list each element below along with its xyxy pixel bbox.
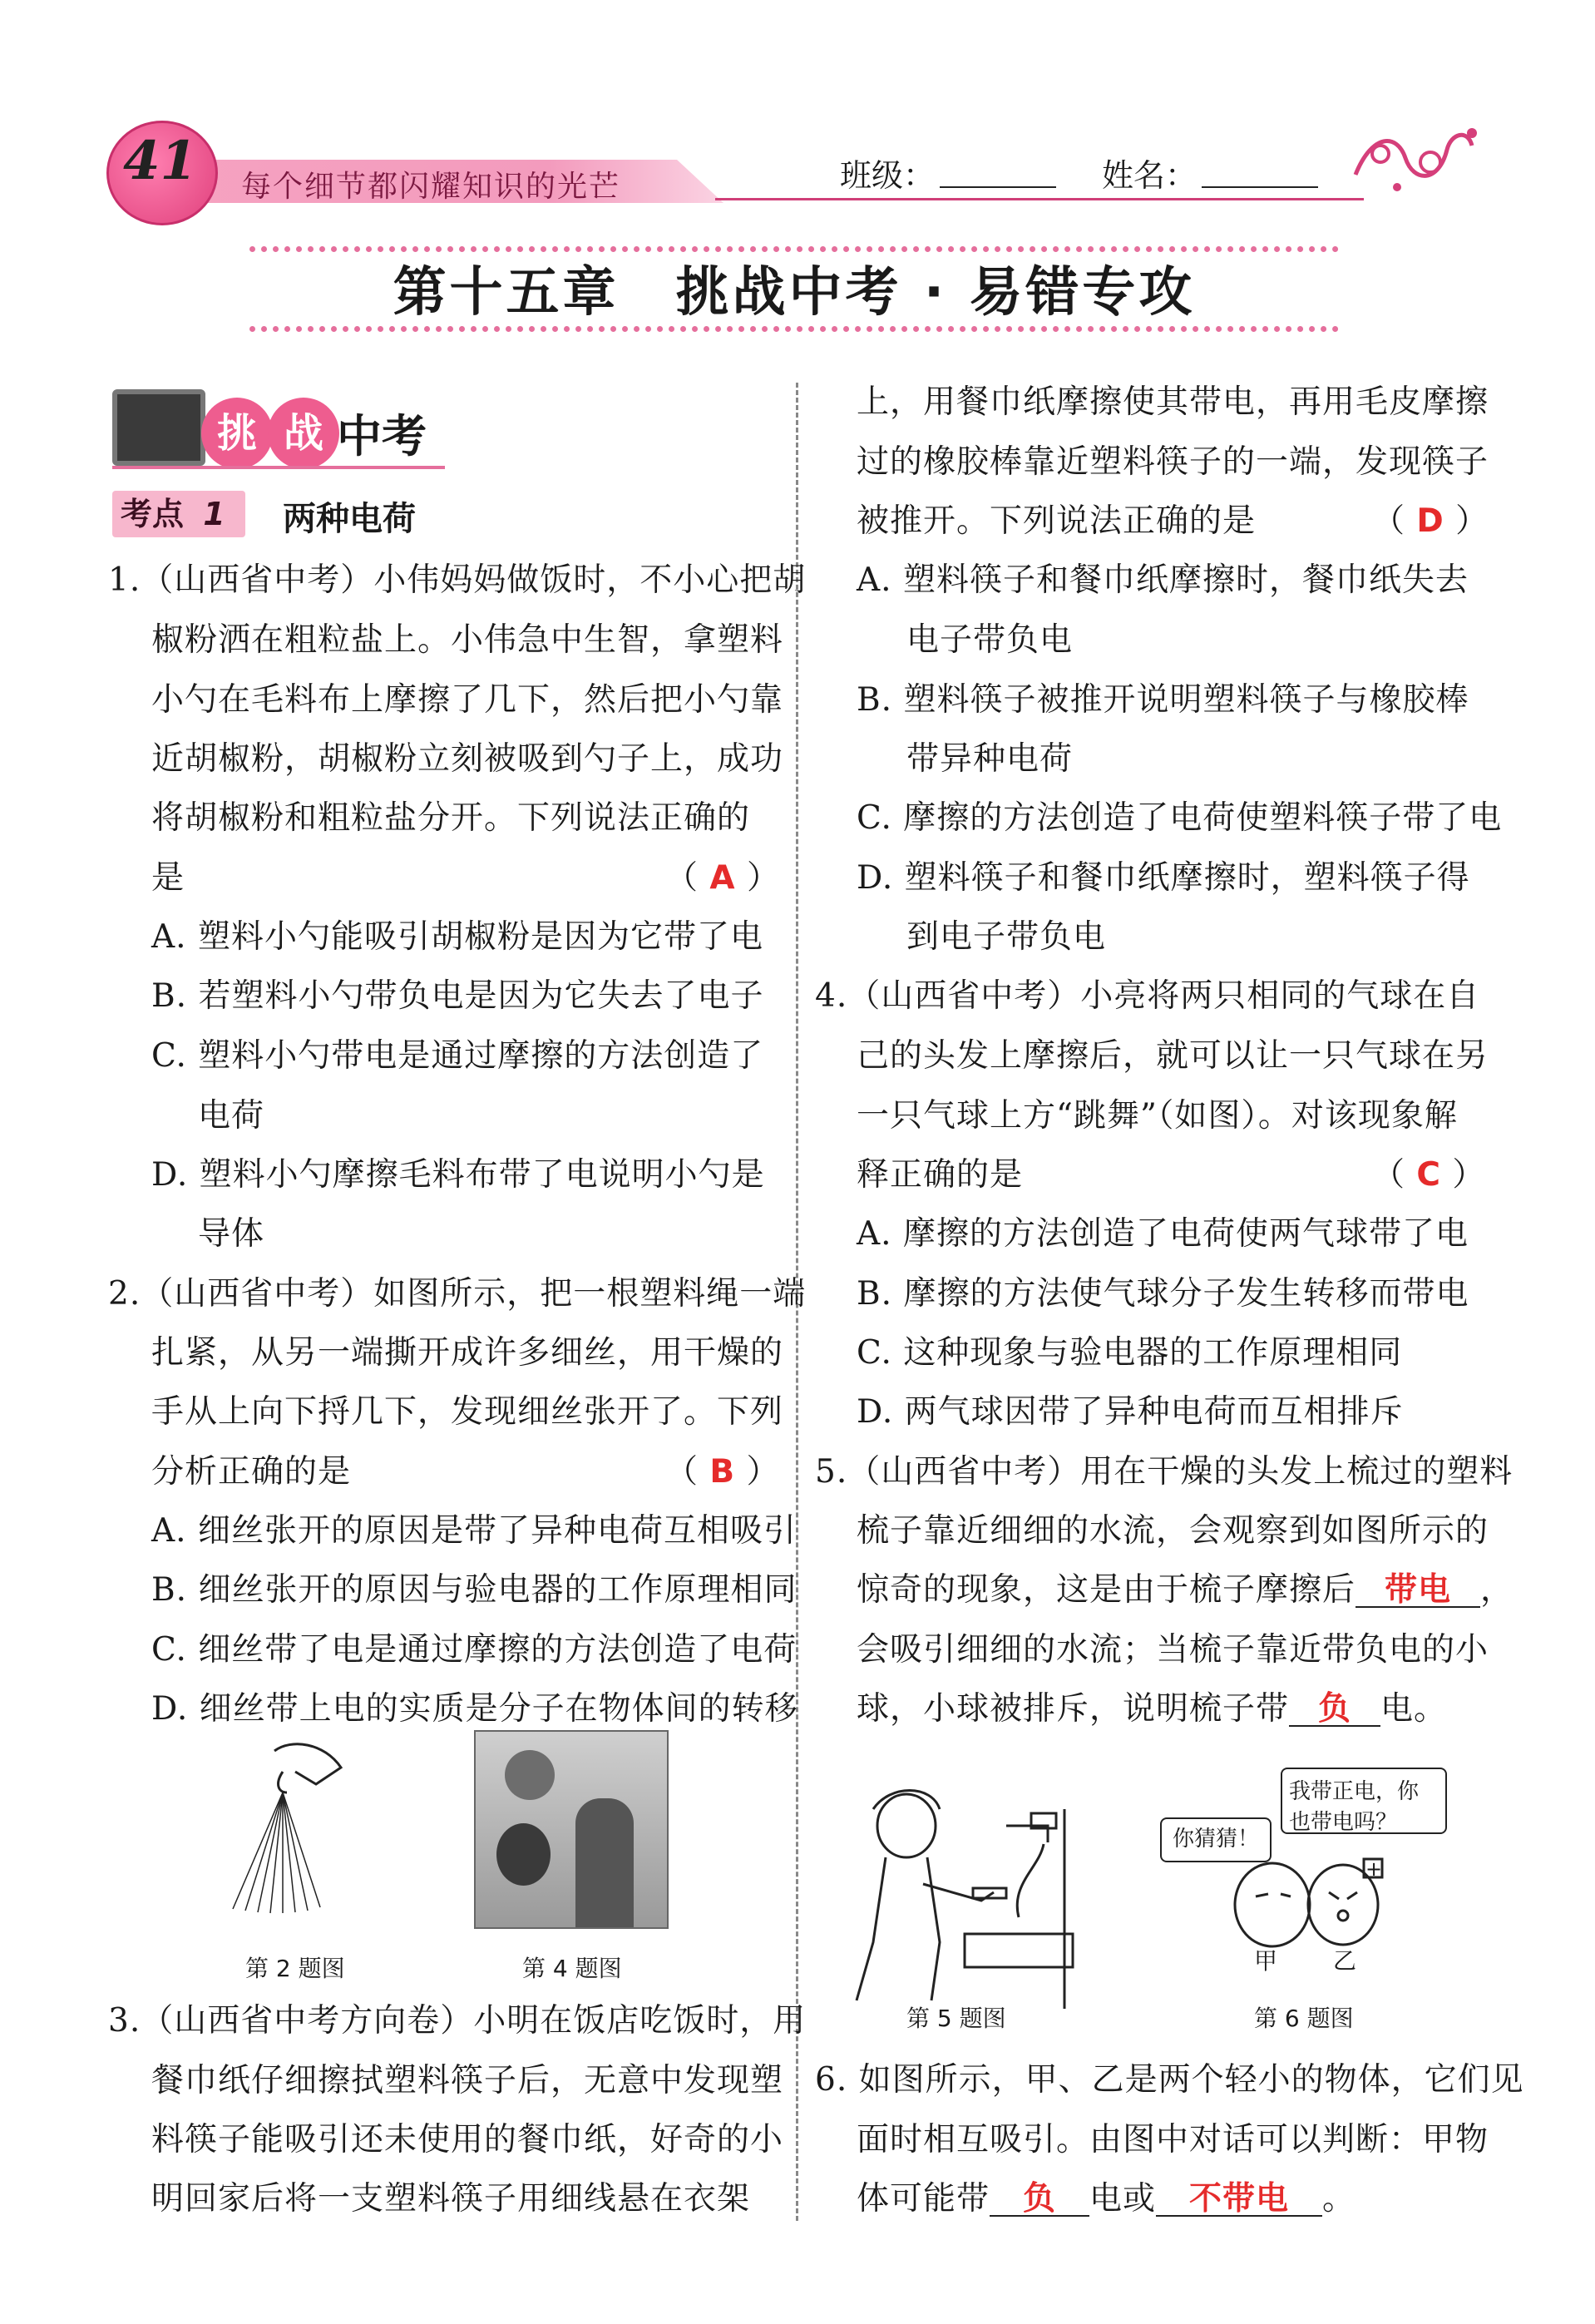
bubble-right-line-1: 我带正电，你 (1289, 1779, 1420, 1804)
figure-6-caption: 第 6 题图 (1254, 2005, 1354, 2032)
answer-q4: （ C ） (1372, 1156, 1486, 1194)
answer-q4-letter: C (1416, 1156, 1442, 1194)
answer-q3-letter: D (1416, 502, 1444, 540)
left-line: 将胡椒粉和粗粒盐分开。下列说法正确的 (151, 799, 751, 837)
option: B. 塑料筷子被推开说明塑料筷子与橡胶棒 (857, 681, 1469, 719)
q6-text: 。 (1322, 2180, 1356, 2218)
left-line: 椒粉洒在粗粒盐上。小伟急中生智，拿塑料 (151, 621, 784, 659)
speech-bubble-right (1281, 1768, 1447, 1834)
page-number: 41 (123, 130, 198, 192)
flourish-ornament-icon (1347, 116, 1480, 200)
right-line: 过的橡胶棒靠近塑料筷子的一端，发现筷子 (857, 443, 1489, 481)
q6-text: 体可能带 (857, 2180, 990, 2218)
plus-sign: + (1365, 1857, 1383, 1881)
chapter-title: 第十五章 挑战中考 · 易错专攻 (393, 262, 1196, 324)
q6-blank-1[interactable]: 负 (990, 2183, 1089, 2217)
right-line: 梳子靠近细细的水流，会观察到如图所示的 (857, 1512, 1489, 1550)
kaodian-text: 考点 (121, 496, 185, 532)
kaodian-title: 两种电荷 (283, 500, 416, 538)
q6-line-3 (857, 2180, 1356, 2218)
header-slogan: 每个细节都闪耀知识的光芒 (241, 170, 621, 204)
right-line: 一只气球上方“跳舞”（如图）。对该现象解 (857, 1097, 1458, 1135)
option: A. 塑料筷子和餐巾纸摩擦时，餐巾纸失去 (857, 561, 1469, 599)
option: B. 摩擦的方法使气球分子发生转移而带电 (857, 1275, 1469, 1313)
answer-q3: （ D ） (1372, 502, 1489, 540)
header-rule (715, 198, 1364, 200)
blackboard-icon (112, 389, 205, 466)
class-label: 班级： (840, 157, 936, 194)
left-line: 餐巾纸仔细擦拭塑料筷子后，无意中发现塑 (151, 2062, 784, 2099)
figure-4-caption: 第 4 题图 (522, 1955, 622, 1982)
left-line: 料筷子能吸引还未使用的餐巾纸，好奇的小 (151, 2121, 784, 2158)
left-line: 2.（山西省中考）如图所示，把一根塑料绳一端 (108, 1275, 807, 1313)
section-badge-1: 挑 (201, 398, 273, 469)
right-line: 被推开。下列说法正确的是 (857, 502, 1257, 540)
q6-text: 电或 (1089, 2180, 1157, 2218)
left-line: 是 (151, 859, 185, 897)
figure-5-caption: 第 5 题图 (906, 2005, 1006, 2032)
option: C. 摩擦的方法创造了电荷使塑料筷子带了电 (857, 799, 1503, 837)
q5-text: 球，小球被排斥，说明梳子带 (857, 1690, 1290, 1728)
q5-line-5 (857, 1690, 1448, 1728)
figure-2-strings (216, 1734, 366, 1917)
figure-5-comb-water (840, 1776, 1089, 2009)
left-line: 小勺在毛料布上摩擦了几下，然后把小勺靠 (151, 681, 784, 719)
q5-blank-1[interactable]: 带电 (1356, 1574, 1480, 1608)
option-cont: 带异种电荷 (906, 740, 1074, 778)
option: D. 两气球因带了异种电荷而互相排斥 (857, 1393, 1404, 1431)
q5-line-4: 会吸引细细的水流；当梳子靠近带负电的小 (857, 1631, 1489, 1669)
person (575, 1798, 634, 1927)
left-line: 扎紧，从另一端撕开成许多细丝，用干燥的 (151, 1334, 784, 1372)
class-field[interactable] (940, 186, 1056, 188)
right-line: 5.（山西省中考）用在干燥的头发上梳过的塑料 (815, 1453, 1514, 1491)
option: B. 细丝张开的原因与验电器的工作原理相同 (151, 1571, 798, 1609)
speech-bubble-left: 你猜猜！ (1160, 1817, 1272, 1862)
figure-2-caption: 第 2 题图 (245, 1955, 345, 1982)
left-line: 近胡椒粉，胡椒粉立刻被吸到勺子上，成功 (151, 740, 784, 778)
kaodian-number: 1 (203, 496, 225, 532)
option: D. 细丝带上电的实质是分子在物体间的转移 (151, 1690, 798, 1728)
option: C. 细丝带了电是通过摩擦的方法创造了电荷 (151, 1631, 798, 1669)
option: B. 若塑料小勺带负电是因为它失去了电子 (151, 977, 764, 1015)
title-border-bottom (249, 326, 1339, 332)
option: A. 摩擦的方法创造了电荷使两气球带了电 (857, 1215, 1469, 1253)
q5-text: 惊奇的现象，这是由于梳子摩擦后 (857, 1571, 1356, 1609)
section-title: 中考 (337, 410, 427, 462)
right-line: 己的头发上摩擦后，就可以让一只气球在另 (857, 1037, 1489, 1075)
section-underline (112, 466, 445, 469)
bubble-right-line-2: 也带电吗？ (1289, 1810, 1398, 1835)
q5-blank-2[interactable]: 负 (1289, 1693, 1380, 1727)
left-line: 明回家后将一支塑料筷子用细线悬在衣架 (151, 2180, 751, 2218)
name-field[interactable] (1202, 186, 1318, 188)
answer-q2-letter: B (709, 1453, 736, 1491)
option: A. 塑料小勺能吸引胡椒粉是因为它带了电 (151, 918, 763, 956)
right-line: 释正确的是 (857, 1156, 1024, 1194)
left-line: 3.（山西省中考方向卷）小明在饭店吃饭时，用 (108, 2002, 807, 2040)
right-line: 4.（山西省中考）小亮将两只相同的气球在自 (815, 977, 1480, 1015)
option: A. 细丝张开的原因是带了异种电荷互相吸引 (151, 1512, 797, 1550)
figure-6-label-jia: 甲 (1254, 1947, 1278, 1975)
answer-q2: （ B ） (665, 1453, 780, 1491)
left-line: 分析正确的是 (151, 1453, 352, 1491)
figure-6-label-yi: 乙 (1333, 1947, 1357, 1975)
option-cont: 电荷 (198, 1097, 265, 1135)
balloon-bottom (496, 1823, 551, 1886)
right-line: 上，用餐巾纸摩擦使其带电，再用毛皮摩擦 (857, 383, 1489, 421)
option: D. 塑料筷子和餐巾纸摩擦时，塑料筷子得 (857, 859, 1470, 897)
figure-4-photo (474, 1730, 669, 1929)
option: C. 塑料小勺带电是通过摩擦的方法创造了 (151, 1037, 764, 1075)
option-cont: 到电子带负电 (906, 918, 1107, 956)
q5-line-3 (857, 1571, 1514, 1609)
section-badge-2: 战 (268, 398, 339, 469)
balloon-top (505, 1750, 555, 1800)
option-cont: 电子带负电 (906, 621, 1074, 659)
kaodian-label (112, 491, 245, 537)
q6-line-1: 6. 如图所示，甲、乙是两个轻小的物体，它们见 (815, 2061, 1524, 2099)
q5-text: 电。 (1380, 1690, 1448, 1728)
q6-line-2: 面时相互吸引。由图中对话可以判断：甲物 (857, 2121, 1489, 2158)
left-line: 1.（山西省中考）小伟妈妈做饭时，不小心把胡 (108, 561, 807, 599)
answer-q1-letter: A (709, 859, 736, 897)
answer-q1: （ A ） (665, 859, 780, 897)
option-cont: 导体 (198, 1215, 265, 1253)
q6-blank-2[interactable]: 不带电 (1156, 2183, 1322, 2217)
name-label: 姓名： (1102, 157, 1197, 194)
q5-text: ， (1480, 1571, 1514, 1609)
figure-6-objects (1214, 1834, 1414, 1951)
left-line: 手从上向下捋几下，发现细丝张开了。下列 (151, 1393, 784, 1431)
option: C. 这种现象与验电器的工作原理相同 (857, 1334, 1403, 1372)
option: D. 塑料小勺摩擦毛料布带了电说明小勺是 (151, 1156, 765, 1194)
